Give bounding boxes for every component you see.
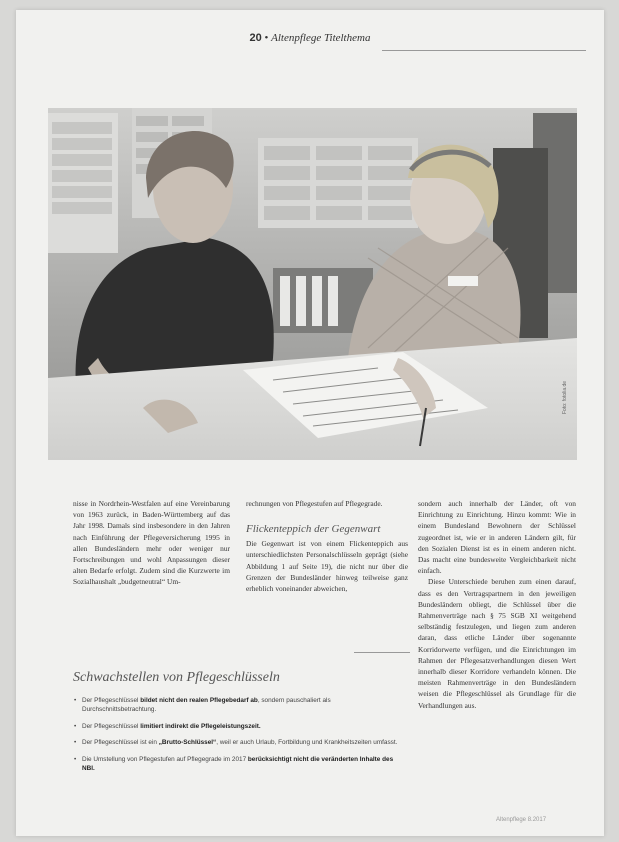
- page-number: 20: [249, 32, 262, 44]
- photo-credit: Foto: fotolia.de: [562, 380, 568, 414]
- header-separator: •: [264, 32, 269, 44]
- paragraph: sondern auch innerhalb der Länder, oft von Einrichtung zu Einrichtung. Hinzu kommt: Wie in einem Bundesland Bewohnern der Schlüssel zugeordnet ist, wie er in anderen Ländern gilt, für den Sozialen Dienst ist es in einem anderen nicht. Das macht eine bundesweite Vergleichbarkeit nicht einfach.: [418, 499, 576, 576]
- info-box: [73, 670, 403, 780]
- list-item: • Der Pflegeschlüssel bildet nicht den realen Pflegebedarf ab, sondern pauschaliert als Durchschnittsbetrachtung.: [73, 696, 403, 715]
- page-footer: Altenpflege 8.2017: [496, 817, 547, 823]
- paragraph: Die Gegenwart ist von einem Flickenteppich aus unterschiedlichsten Personalschlüsseln geprägt (siehe Abbildung 1 auf Seite 19), die nicht nur über die Grenzen der Bundesländer hinweg teilweise ganz erheblich voneinander abweichen,: [246, 539, 408, 594]
- box-title: Schwachstellen von Pflegeschlüsseln: [73, 670, 280, 685]
- photo-caregivers-at-desk: [48, 108, 577, 460]
- paragraph: Diese Unterschiede beruhen zum einen darauf, dass es den Vertragspartnern in den jeweiligen Bundesländern obliegt, die Schlüssel über die Rahmenverträge nach § 75 SGB XI weitgehend selbständig festzulegen, und liegen zum anderen daran, dass etliche Länder über sogenannte Korridorwerte verfügen, und die Einrichtungen im Rahmen der Pflegesatzverhandlungen diesen Wert innerhalb dieser Korridore verhandeln können. Die meisten Rahmenverträge in den Bundesländern weisen die Pflegeschlüssel als Grundlage für die Verhandlungen aus.: [418, 577, 576, 710]
- paragraph: rechnungen von Pflegestufen auf Pflegegrade.: [246, 499, 383, 508]
- bullet-list: [73, 696, 403, 773]
- subheading: Flickenteppich der Gegenwart: [246, 523, 381, 536]
- box-rule: [354, 652, 410, 653]
- header-rule: [382, 50, 586, 51]
- list-item: • Der Pflegeschlüssel limitiert indirekt die Pflegeleistungszeit.: [73, 722, 403, 731]
- text-column-1: [73, 498, 230, 588]
- page-header: [16, 32, 604, 44]
- text-column-3: [418, 498, 576, 711]
- list-item: • Der Pflegeschlüssel ist ein „Brutto-Schlüssel“, weil er auch Urlaub, Fortbildung und Krankheitszeiten umfasst.: [73, 738, 403, 747]
- paragraph: nisse in Nordrhein-Westfalen auf eine Vereinbarung von 1963 zurück, in Baden-Württemberg auf das Jahr 1998. Damals sind insbesondere in den Jahren nach Einführung der Pflegeversicherung 1995 in allen Bundesländern mehr oder weniger nur Fortschreibungen und wohl Anpassungen dieser alten Bedarfe erfolgt. Zudem sind die Kurzwerte im Sozialhaushalt „budgetneutral“ Um-: [73, 499, 230, 587]
- text-column-2: [246, 498, 408, 594]
- section-title: Altenpflege Titelthema: [271, 32, 371, 44]
- magazine-page: [16, 10, 604, 836]
- list-item: • Die Umstellung von Pflegestufen auf Pflegegrade im 2017 berücksichtigt nicht die veränderten Inhalte des NBI.: [73, 755, 403, 774]
